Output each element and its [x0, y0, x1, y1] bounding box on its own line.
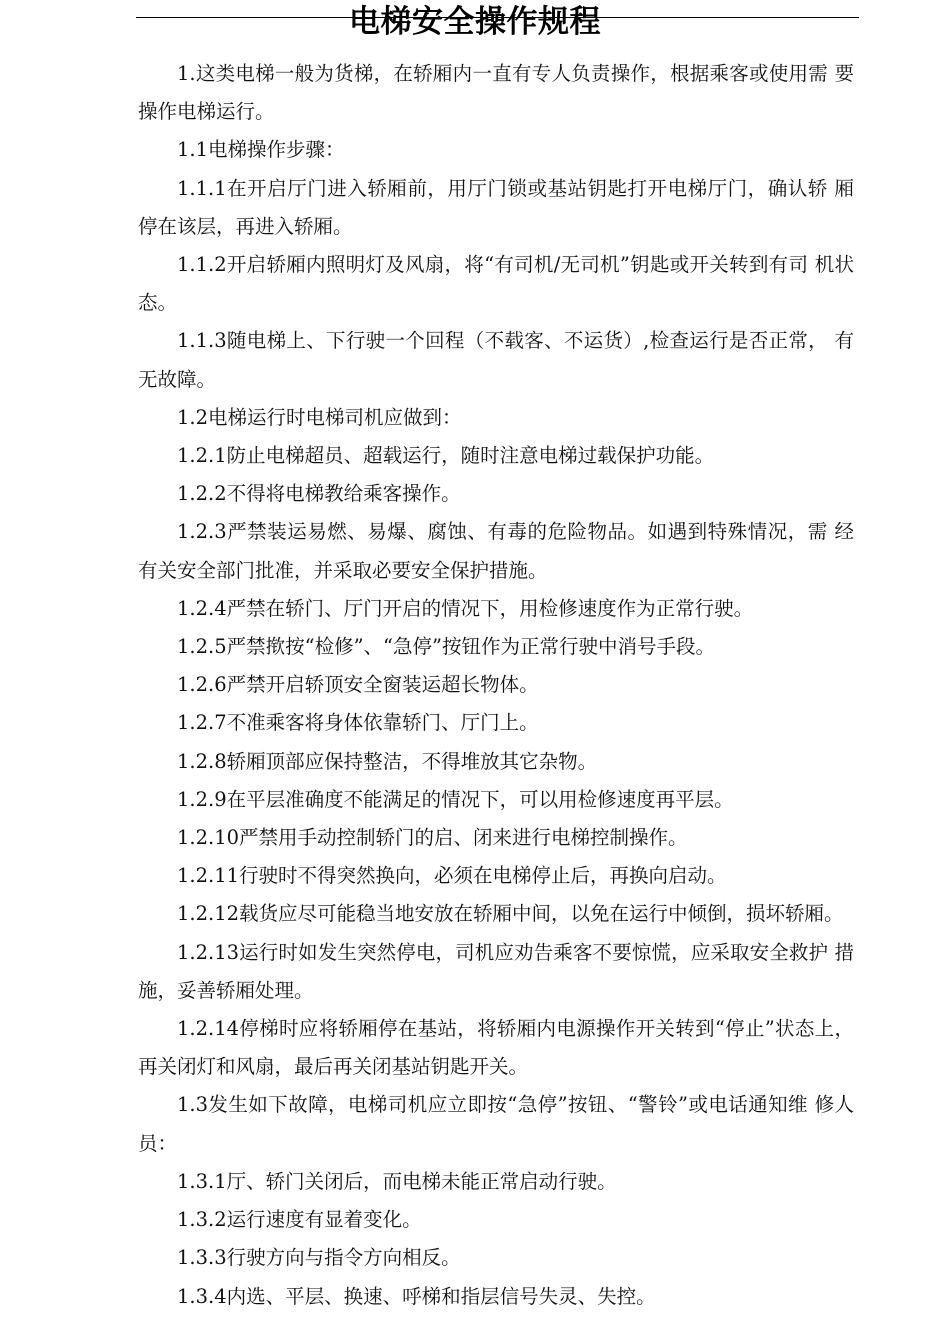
paragraph: 1.2.14停梯时应将轿厢停在基站，将轿厢内电源操作开关转到“停止”状态上，再关闭灯和风扇，最后再关闭基站钥匙开关。 [138, 1017, 854, 1079]
paragraph: 1.2.9在平层准确度不能满足的情况下，可以用检修速度再平层。 [177, 787, 734, 811]
paragraph: 1.2.11行驶时不得突然换向，必须在电梯停止后，再换向启动。 [177, 864, 727, 888]
paragraph: 1.2.5严禁揿按“检修”、“急停”按钮作为正常行驶中消号手段。 [177, 635, 715, 659]
paragraph: 1.2.12载货应尽可能稳当地安放在轿厢中间，以免在运行中倾倒，损坏轿厢。 [177, 902, 844, 926]
paragraph: 1.1电梯操作步骤： [177, 138, 345, 162]
paragraph: 1.2.10严禁用手动控制轿门的启、闭来进行电梯控制操作。 [177, 826, 688, 850]
paragraph: 1.2.13运行时如发生突然停电，司机应劝告乘客不要惊慌，应采取安全救护 措施，妥善轿厢处理。 [138, 940, 854, 1002]
paragraph: 1.3.1厅、轿门关闭后，而电梯未能正常启动行驶。 [177, 1169, 617, 1193]
paragraph: 1.1.1在开启厅门进入轿厢前，用厅门锁或基站钥匙打开电梯厅门，确认轿 厢停在该层，再进入轿厢。 [138, 176, 854, 238]
paragraph: 1.1.3随电梯上、下行驶一个回程（不载客、不运货）,检查运行是否正常， 有无故障。 [138, 329, 854, 391]
paragraph: 1.2.7不准乘客将身体依靠轿门、厅门上。 [177, 711, 539, 735]
paragraph: 1.2电梯运行时电梯司机应做到： [177, 405, 462, 429]
document-body [138, 55, 854, 1316]
paragraph: 1.2.6严禁开启轿顶安全窗装运超长物体。 [177, 673, 539, 697]
paragraph: 1.3.3行驶方向与指令方向相反。 [177, 1246, 461, 1270]
paragraph: 1.2.3严禁装运易燃、易爆、腐蚀、有毒的危险物品。如遇到特殊情况，需 经有关安全部门批准，并采取必要安全保护措施。 [138, 520, 854, 582]
paragraph: 1.2.1防止电梯超员、超载运行，随时注意电梯过载保护功能。 [177, 444, 715, 468]
paragraph: 1.3发生如下故障，电梯司机应立即按“急停”按钮、“警铃”或电话通知维 修人员： [138, 1093, 854, 1155]
document-title: 电梯安全操作规程 [349, 4, 601, 40]
paragraph: 1.3.2运行速度有显着变化。 [177, 1208, 422, 1232]
paragraph: 1.2.2不得将电梯教给乘客操作。 [177, 482, 461, 506]
paragraph: 1.这类电梯一般为货梯，在轿厢内一直有专人负责操作，根据乘客或使用需 要操作电梯运行。 [138, 62, 854, 124]
paragraph: 1.1.2开启轿厢内照明灯及风扇，将“有司机/无司机”钥匙或开关转到有司 机状态。 [138, 253, 854, 315]
paragraph: 1.2.4严禁在轿门、厅门开启的情况下，用检修速度作为正常行驶。 [177, 596, 754, 620]
paragraph: 1.3.4内选、平层、换速、呼梯和指层信号失灵、失控。 [177, 1284, 656, 1308]
paragraph: 1.2.8轿厢顶部应保持整洁，不得堆放其它杂物。 [177, 749, 598, 773]
